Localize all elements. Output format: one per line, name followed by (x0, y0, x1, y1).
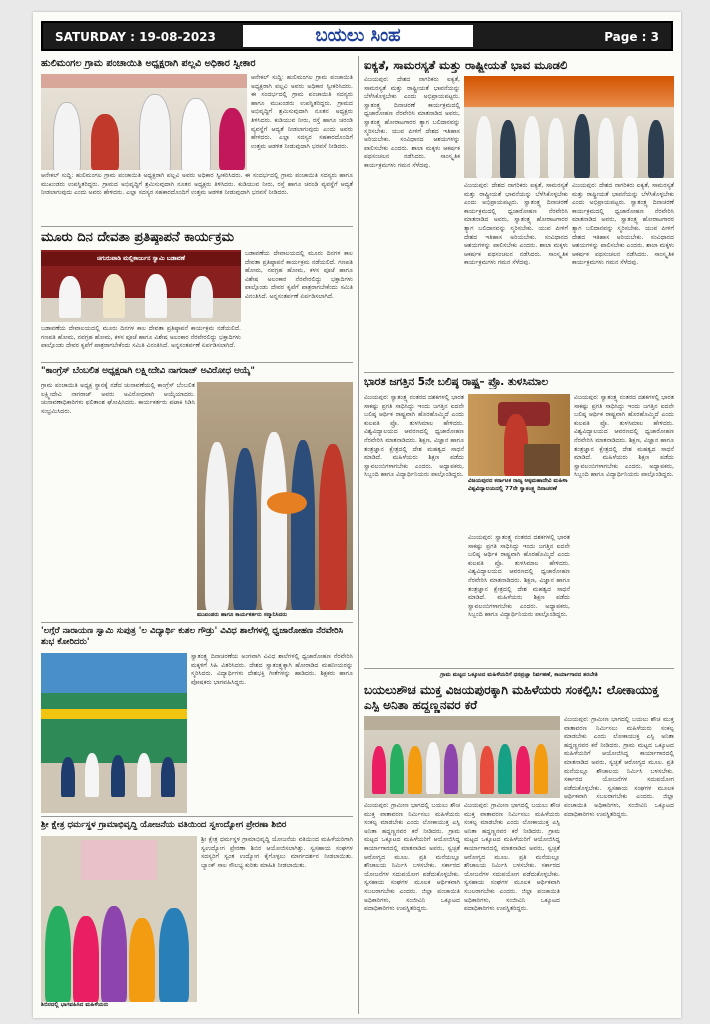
divider (41, 622, 353, 623)
article-2-body-col2: ಬಡಾವಣೆಯ ದೇವಾಲಯದಲ್ಲಿ ಮೂರು ದಿನಗಳ ಕಾಲ ದೇವತಾ ಪ್ರತಿಷ್ಠಾಪನೆ ಕಾರ್ಯಕ್ರಮ ನಡೆಯಲಿದೆ. ಗಣಪತಿ ಹೋಮ, ನವಗ್ರಹ ಹೋಮ, ಕಳಸ ಪೂಜೆ ಹಾಗೂ ವಿಶೇಷ ಅಲಂಕಾರ ನೆರವೇರಲಿದ್ದು ಭಕ್ತಾದಿಗಳು ಪಾಲ್ಗೊಂಡು ದೇವರ ಕೃಪೆಗೆ ಪಾತ್ರರಾಗಬೇಕೆಂದು ಸಮಿತಿ ವಿನಂತಿಸಿದೆ. ಅನ್ನಸಂತರ್ಪಣೆ ಏರ್ಪಡಿಸಲಾಗಿದೆ. (245, 250, 353, 300)
divider (364, 668, 674, 669)
divider (41, 226, 353, 227)
photo-article-2 (41, 250, 241, 322)
article-6-body-col2: ವಿಜಯಪುರ: ದೇಶದ ನಾಗರಿಕರು ಐಕ್ಯತೆ, ಸಾಮರಸ್ಯತೆ ಮತ್ತು ರಾಷ್ಟ್ರೀಯತೆ ಭಾವನೆಯನ್ನು ಬೆಳೆಸಿಕೊಳ್ಳಬೇಕು ಎಂದು ಅಭಿಪ್ರಾಯಪಟ್ಟರು. ಸ್ವಾತಂತ್ರ್ಯ ದಿನಾಚರಣೆ ಕಾರ್ಯಕ್ರಮದಲ್ಲಿ ಧ್ವಜಾರೋಹಣ ನೆರವೇರಿಸಿ ಮಾತನಾಡಿದ ಅವರು, ಸ್ವಾತಂತ್ರ್ಯ ಹೋರಾಟಗಾರರ ತ್ಯಾಗ ಬಲಿದಾನವನ್ನು ಸ್ಮರಿಸಬೇಕು. ಯುವ ಪೀಳಿಗೆ ದೇಶದ ಇತಿಹಾಸ ಅರಿಯಬೇಕು. ಸಂವಿಧಾನದ ಆಶಯಗಳನ್ನು ಪಾಲಿಸಬೇಕು ಎಂದರು. ಶಾಲಾ ಮಕ್ಕಳು ಆಕರ್ಷಕ ಪಥಸಂಚಲನ ನಡೆಸಿದರು. ಸಾಂಸ್ಕೃತಿಕ ಕಾರ್ಯಕ್ರಮಗಳು ಗಮನ ಸೆಳೆದವು. (464, 182, 568, 267)
headline-article-8: ಬಯಲುಶೌಚ ಮುಕ್ತ ವಿಜಯಪುರಕ್ಕಾಗಿ ಮಹಿಳೆಯರು ಸಂಕಲ್ಪಿಸಿ: ಲೋಕಾಯುಕ್ತ ಎಸ್ಪಿ ಅನಿತಾ ಹದ್ದಣ್ಣನವರ ಕರೆ (364, 683, 659, 712)
caption-article-5: ಶಿಬಿರದಲ್ಲಿ ಭಾಗವಹಿಸಿದ ಮಹಿಳೆಯರು (41, 1002, 109, 1008)
divider (41, 362, 353, 363)
kicker-article-8: ಗ್ರಾಮ ಮಟ್ಟದ ಒಕ್ಕೂಟದ ಮಹಿಳೆಯರಿಗೆ ಧನಪ್ರಜ್ಞಾ ನಿರ್ವಹಣೆ, ಕಾರ್ಯಾಗಾರದ ತರಬೇತಿ (440, 672, 598, 678)
article-4-body: ಸ್ವಾತಂತ್ರ್ಯ ದಿನಾಚರಣೆಯ ಅಂಗವಾಗಿ ವಿವಿಧ ಶಾಲೆಗಳಲ್ಲಿ ಧ್ವಜಾರೋಹಣ ನೆರವೇರಿಸಿ ಮಕ್ಕಳಿಗೆ ಸಿಹಿ ವಿತರಿಸಿದರು. ದೇಶದ ಸ್ವಾತಂತ್ರ್ಯಕ್ಕಾಗಿ ಹೋರಾಡಿದ ಮಹನೀಯರನ್ನು ಸ್ಮರಿಸಿದರು. ವಿದ್ಯಾರ್ಥಿಗಳು ದೇಶಭಕ್ತಿ ಗೀತೆಗಳನ್ನು ಹಾಡಿದರು. ಶಿಕ್ಷಕರು ಹಾಗೂ ಪೋಷಕರು ಭಾಗವಹಿಸಿದ್ದರು. (191, 653, 353, 686)
article-3-body: ಗ್ರಾಮ ಪಂಚಾಯಿತಿ ಅಧ್ಯಕ್ಷ ಸ್ಥಾನಕ್ಕೆ ನಡೆದ ಚುನಾವಣೆಯಲ್ಲಿ ಕಾಂಗ್ರೆಸ್ ಬೆಂಬಲಿತ ಲಕ್ಷ್ಮೀದೇವಿ ನಾಗರಾಜ್ ಅವರು ಅವಿರೋಧವಾಗಿ ಆಯ್ಕೆಯಾದರು. ಚುನಾವಣಾಧಿಕಾರಿಗಳು ಫಲಿತಾಂಶ ಘೋಷಿಸಿದರು. ಕಾರ್ಯಕರ್ತರು ಪಟಾಕಿ ಸಿಡಿಸಿ ಸಂಭ್ರಮಿಸಿದರು. (41, 382, 195, 415)
article-1-body: ಆನೇಕಲ್ ಸುದ್ದಿ: ಹುಲಿಮಂಗಲ ಗ್ರಾಮ ಪಂಚಾಯಿತಿ ಅಧ್ಯಕ್ಷರಾಗಿ ಪಲ್ಲವಿ ಅವರು ಅಧಿಕಾರ ಸ್ವೀಕರಿಸಿದರು. ಈ ಸಂದರ್ಭದಲ್ಲಿ ಗ್ರಾಮ ಪಂಚಾಯಿತಿ ಸದಸ್ಯರು ಹಾಗೂ ಮುಖಂಡರು ಉಪಸ್ಥಿತರಿದ್ದರು. ಗ್ರಾಮದ ಅಭಿವೃದ್ಧಿಗೆ ಶ್ರಮಿಸುವುದಾಗಿ ನೂತನ ಅಧ್ಯಕ್ಷರು ತಿಳಿಸಿದರು. ಕುಡಿಯುವ ನೀರು, ರಸ್ತೆ ಹಾಗೂ ಚರಂಡಿ ವ್ಯವಸ್ಥೆಗೆ ಆದ್ಯತೆ ನೀಡಲಾಗುವುದು ಎಂದು ಅವರು ಹೇಳಿದರು. ಎಲ್ಲಾ ಸದಸ್ಯರ ಸಹಕಾರದೊಂದಿಗೆ ಉತ್ತಮ ಆಡಳಿತ ನೀಡುವುದಾಗಿ ಭರವಸೆ ನೀಡಿದರು. (41, 172, 353, 197)
headline-article-6: ಐಕ್ಯತೆ, ಸಾಮರಸ್ಯತೆ ಮತ್ತು ರಾಷ್ಟ್ರೀಯತೆ ಭಾವ ಮೂಡಲಿ (364, 58, 568, 72)
article-2-body: ಬಡಾವಣೆಯ ದೇವಾಲಯದಲ್ಲಿ ಮೂರು ದಿನಗಳ ಕಾಲ ದೇವತಾ ಪ್ರತಿಷ್ಠಾಪನೆ ಕಾರ್ಯಕ್ರಮ ನಡೆಯಲಿದೆ. ಗಣಪತಿ ಹೋಮ, ನವಗ್ರಹ ಹೋಮ, ಕಳಸ ಪೂಜೆ ಹಾಗೂ ವಿಶೇಷ ಅಲಂಕಾರ ನೆರವೇರಲಿದ್ದು ಭಕ್ತಾದಿಗಳು ಪಾಲ್ಗೊಂಡು ದೇವರ ಕೃಪೆಗೆ ಪಾತ್ರರಾಗಬೇಕೆಂದು ಸಮಿತಿ ವಿನಂತಿಸಿದೆ. ಅನ್ನಸಂತರ್ಪಣೆ ಏರ್ಪಡಿಸಲಾಗಿದೆ. (41, 325, 241, 350)
headline-article-4: 'ಲಗ್ಗೆರೆ ನಾರಾಯಣ ಸ್ವಾಮಿ ಸುಪುತ್ರ 'ಲ ವಿದ್ಯಾರ್ಥಿ ಕುಶಲ ಗೌಡ್ರು' ವಿವಿಧ ಶಾಲೆಗಳಲ್ಲಿ ಧ್ವಜಾರೋಹಣ ನೆರವೇರಿಸಿ ಶುಭ ಕೋರಿದರು' (41, 626, 344, 647)
article-7-body-col3: ವಿಜಯಪುರ: ಸ್ವಾತಂತ್ರ್ಯ ನಂತರದ ದಶಕಗಳಲ್ಲಿ ಭಾರತ ಸಾಕಷ್ಟು ಪ್ರಗತಿ ಸಾಧಿಸಿದ್ದು ಇಂದು ಜಗತ್ತಿನ ಐದನೇ ಬಲಿಷ್ಠ ಆರ್ಥಿಕ ರಾಷ್ಟ್ರವಾಗಿ ಹೊರಹೊಮ್ಮಿದೆ ಎಂದು ಕುಲಪತಿ ಪ್ರೊ. ತುಳಸಿಮಾಲ ಹೇಳಿದರು. ವಿಶ್ವವಿದ್ಯಾಲಯದ ಆವರಣದಲ್ಲಿ ಧ್ವಜಾರೋಹಣ ನೆರವೇರಿಸಿ ಮಾತನಾಡಿದರು. ಶಿಕ್ಷಣ, ವಿಜ್ಞಾನ ಹಾಗೂ ತಂತ್ರಜ್ಞಾನ ಕ್ಷೇತ್ರದಲ್ಲಿ ದೇಶ ಮಹತ್ವದ ಸಾಧನೆ ಮಾಡಿದೆ. ಮಹಿಳೆಯರು ಶಿಕ್ಷಣ ಪಡೆದು ಸ್ವಾವಲಂಬಿಗಳಾಗಬೇಕು ಎಂದರು. ಅಧ್ಯಾಪಕರು, ಸಿಬ್ಬಂದಿ ಹಾಗೂ ವಿದ್ಯಾರ್ಥಿನಿಯರು ಪಾಲ್ಗೊಂಡಿದ್ದರು. (574, 394, 674, 479)
article-8-body-col3: ವಿಜಯಪುರ: ಗ್ರಾಮೀಣ ಭಾಗದಲ್ಲಿ ಬಯಲು ಶೌಚ ಮುಕ್ತ ವಾತಾವರಣ ನಿರ್ಮಿಸಲು ಮಹಿಳೆಯರು ಸಂಕಲ್ಪ ಮಾಡಬೇಕು ಎಂದು ಲೋಕಾಯುಕ್ತ ಎಸ್ಪಿ ಅನಿತಾ ಹದ್ದಣ್ಣನವರ ಕರೆ ನೀಡಿದರು. ಗ್ರಾಮ ಮಟ್ಟದ ಒಕ್ಕೂಟದ ಮಹಿಳೆಯರಿಗೆ ಆಯೋಜಿಸಿದ್ದ ಕಾರ್ಯಾಗಾರದಲ್ಲಿ ಮಾತನಾಡಿದ ಅವರು, ಸ್ವಚ್ಛತೆ ಆರೋಗ್ಯದ ಮೂಲ. ಪ್ರತಿ ಮನೆಯಲ್ಲೂ ಶೌಚಾಲಯ ನಿರ್ಮಿಸಿ ಬಳಸಬೇಕು. ಸರ್ಕಾರದ ಯೋಜನೆಗಳ ಸದುಪಯೋಗ ಪಡೆದುಕೊಳ್ಳಬೇಕು. ಸ್ವಸಹಾಯ ಸಂಘಗಳ ಮೂಲಕ ಆರ್ಥಿಕವಾಗಿ ಸಬಲರಾಗಬೇಕು ಎಂದರು. ಜಿಲ್ಲಾ ಪಂಚಾಯಿತಿ ಅಧಿಕಾರಿಗಳು, ಸಂಜೀವಿನಿ ಒಕ್ಕೂಟದ ಪದಾಧಿಕಾರಿಗಳು ಉಪಸ್ಥಿತರಿದ್ದರು. (564, 716, 674, 818)
event-banner: ಚಿಗುರುಪಾಡಿ ಮಲ್ಲಿಕಾರ್ಜುನ ಸ್ವಾಮಿ ಬಡಾವಣೆ (41, 252, 241, 266)
masthead (41, 21, 673, 51)
photo-article-3 (197, 382, 353, 610)
headline-article-2: ಮೂರು ದಿನ ದೇವತಾ ಪ್ರತಿಷ್ಠಾಪನೆ ಕಾರ್ಯಕ್ರಮ (41, 230, 235, 245)
divider (41, 816, 353, 817)
photo-article-1 (41, 74, 247, 170)
article-7-body-col2: ವಿಜಯಪುರ: ಸ್ವಾತಂತ್ರ್ಯ ನಂತರದ ದಶಕಗಳಲ್ಲಿ ಭಾರತ ಸಾಕಷ್ಟು ಪ್ರಗತಿ ಸಾಧಿಸಿದ್ದು ಇಂದು ಜಗತ್ತಿನ ಐದನೇ ಬಲಿಷ್ಠ ಆರ್ಥಿಕ ರಾಷ್ಟ್ರವಾಗಿ ಹೊರಹೊಮ್ಮಿದೆ ಎಂದು ಕುಲಪತಿ ಪ್ರೊ. ತುಳಸಿಮಾಲ ಹೇಳಿದರು. ವಿಶ್ವವಿದ್ಯಾಲಯದ ಆವರಣದಲ್ಲಿ ಧ್ವಜಾರೋಹಣ ನೆರವೇರಿಸಿ ಮಾತನಾಡಿದರು. ಶಿಕ್ಷಣ, ವಿಜ್ಞಾನ ಹಾಗೂ ತಂತ್ರಜ್ಞಾನ ಕ್ಷೇತ್ರದಲ್ಲಿ ದೇಶ ಮಹತ್ವದ ಸಾಧನೆ ಮಾಡಿದೆ. ಮಹಿಳೆಯರು ಶಿಕ್ಷಣ ಪಡೆದು ಸ್ವಾವಲಂಬಿಗಳಾಗಬೇಕು ಎಂದರು. ಅಧ್ಯಾಪಕರು, ಸಿಬ್ಬಂದಿ ಹಾಗೂ ವಿದ್ಯಾರ್ಥಿನಿಯರು ಪಾಲ್ಗೊಂಡಿದ್ದರು. (468, 534, 570, 619)
caption-article-3: ಮುಖಂಡರು ಹಾಗೂ ಕಾರ್ಯಕರ್ತರು ಸನ್ಮಾನಿಸಿದರು (197, 612, 287, 618)
page-number: Page : 3 (604, 30, 659, 44)
caption-article-7: ವಿಜಯಪುರದ ಕರ್ನಾಟಕ ರಾಜ್ಯ ಅಕ್ಕಮಹಾದೇವಿ ಮಹಿಳಾ ವಿಶ್ವವಿದ್ಯಾಲಯದಲ್ಲಿ 77ನೇ ಸ್ವಾತಂತ್ರ್ಯ ದಿನಾಚರಣೆ (468, 478, 568, 492)
photo-article-8 (364, 716, 560, 798)
issue-date: SATURDAY : 19-08-2023 (55, 30, 216, 44)
article-1-body-col2: ಆನೇಕಲ್ ಸುದ್ದಿ: ಹುಲಿಮಂಗಲ ಗ್ರಾಮ ಪಂಚಾಯಿತಿ ಅಧ್ಯಕ್ಷರಾಗಿ ಪಲ್ಲವಿ ಅವರು ಅಧಿಕಾರ ಸ್ವೀಕರಿಸಿದರು. ಈ ಸಂದರ್ಭದಲ್ಲಿ ಗ್ರಾಮ ಪಂಚಾಯಿತಿ ಸದಸ್ಯರು ಹಾಗೂ ಮುಖಂಡರು ಉಪಸ್ಥಿತರಿದ್ದರು. ಗ್ರಾಮದ ಅಭಿವೃದ್ಧಿಗೆ ಶ್ರಮಿಸುವುದಾಗಿ ನೂತನ ಅಧ್ಯಕ್ಷರು ತಿಳಿಸಿದರು. ಕುಡಿಯುವ ನೀರು, ರಸ್ತೆ ಹಾಗೂ ಚರಂಡಿ ವ್ಯವಸ್ಥೆಗೆ ಆದ್ಯತೆ ನೀಡಲಾಗುವುದು ಎಂದು ಅವರು ಹೇಳಿದರು. ಎಲ್ಲಾ ಸದಸ್ಯರ ಸಹಕಾರದೊಂದಿಗೆ ಉತ್ತಮ ಆಡಳಿತ ನೀಡುವುದಾಗಿ ಭರವಸೆ ನೀಡಿದರು. (251, 74, 353, 150)
article-8-body: ವಿಜಯಪುರ: ಗ್ರಾಮೀಣ ಭಾಗದಲ್ಲಿ ಬಯಲು ಶೌಚ ಮುಕ್ತ ವಾತಾವರಣ ನಿರ್ಮಿಸಲು ಮಹಿಳೆಯರು ಸಂಕಲ್ಪ ಮಾಡಬೇಕು ಎಂದು ಲೋಕಾಯುಕ್ತ ಎಸ್ಪಿ ಅನಿತಾ ಹದ್ದಣ್ಣನವರ ಕರೆ ನೀಡಿದರು. ಗ್ರಾಮ ಮಟ್ಟದ ಒಕ್ಕೂಟದ ಮಹಿಳೆಯರಿಗೆ ಆಯೋಜಿಸಿದ್ದ ಕಾರ್ಯಾಗಾರದಲ್ಲಿ ಮಾತನಾಡಿದ ಅವರು, ಸ್ವಚ್ಛತೆ ಆರೋಗ್ಯದ ಮೂಲ. ಪ್ರತಿ ಮನೆಯಲ್ಲೂ ಶೌಚಾಲಯ ನಿರ್ಮಿಸಿ ಬಳಸಬೇಕು. ಸರ್ಕಾರದ ಯೋಜನೆಗಳ ಸದುಪಯೋಗ ಪಡೆದುಕೊಳ್ಳಬೇಕು. ಸ್ವಸಹಾಯ ಸಂಘಗಳ ಮೂಲಕ ಆರ್ಥಿಕವಾಗಿ ಸಬಲರಾಗಬೇಕು ಎಂದರು. ಜಿಲ್ಲಾ ಪಂಚಾಯಿತಿ ಅಧಿಕಾರಿಗಳು, ಸಂಜೀವಿನಿ ಒಕ್ಕೂಟದ ಪದಾಧಿಕಾರಿಗಳು ಉಪಸ್ಥಿತರಿದ್ದರು. (364, 802, 460, 913)
article-5-body: ಶ್ರೀ ಕ್ಷೇತ್ರ ಧರ್ಮಸ್ಥಳ ಗ್ರಾಮಾಭಿವೃದ್ಧಿ ಯೋಜನೆಯ ವತಿಯಿಂದ ಮಹಿಳೆಯರಿಗಾಗಿ ಸ್ವಉದ್ಯೋಗ ಪ್ರೇರಣಾ ಶಿಬಿರ ಆಯೋಜಿಸಲಾಗಿತ್ತು. ಸ್ವಸಹಾಯ ಸಂಘಗಳ ಸದಸ್ಯರಿಗೆ ಸ್ವಂತ ಉದ್ಯೋಗ ಕೈಗೊಳ್ಳಲು ಮಾರ್ಗದರ್ಶನ ನೀಡಲಾಯಿತು. ಬ್ಯಾಂಕ್ ಸಾಲ ಸೌಲಭ್ಯ ಕುರಿತು ಮಾಹಿತಿ ನೀಡಲಾಯಿತು. (201, 836, 353, 869)
photo-article-4 (41, 653, 187, 813)
article-6-body-col3: ವಿಜಯಪುರ: ದೇಶದ ನಾಗರಿಕರು ಐಕ್ಯತೆ, ಸಾಮರಸ್ಯತೆ ಮತ್ತು ರಾಷ್ಟ್ರೀಯತೆ ಭಾವನೆಯನ್ನು ಬೆಳೆಸಿಕೊಳ್ಳಬೇಕು ಎಂದು ಅಭಿಪ್ರಾಯಪಟ್ಟರು. ಸ್ವಾತಂತ್ರ್ಯ ದಿನಾಚರಣೆ ಕಾರ್ಯಕ್ರಮದಲ್ಲಿ ಧ್ವಜಾರೋಹಣ ನೆರವೇರಿಸಿ ಮಾತನಾಡಿದ ಅವರು, ಸ್ವಾತಂತ್ರ್ಯ ಹೋರಾಟಗಾರರ ತ್ಯಾಗ ಬಲಿದಾನವನ್ನು ಸ್ಮರಿಸಬೇಕು. ಯುವ ಪೀಳಿಗೆ ದೇಶದ ಇತಿಹಾಸ ಅರಿಯಬೇಕು. ಸಂವಿಧಾನದ ಆಶಯಗಳನ್ನು ಪಾಲಿಸಬೇಕು ಎಂದರು. ಶಾಲಾ ಮಕ್ಕಳು ಆಕರ್ಷಕ ಪಥಸಂಚಲನ ನಡೆಸಿದರು. ಸಾಂಸ್ಕೃತಿಕ ಕಾರ್ಯಕ್ರಮಗಳು ಗಮನ ಸೆಳೆದವು. (572, 182, 674, 267)
divider (364, 372, 674, 373)
article-6-body: ವಿಜಯಪುರ: ದೇಶದ ನಾಗರಿಕರು ಐಕ್ಯತೆ, ಸಾಮರಸ್ಯತೆ ಮತ್ತು ರಾಷ್ಟ್ರೀಯತೆ ಭಾವನೆಯನ್ನು ಬೆಳೆಸಿಕೊಳ್ಳಬೇಕು ಎಂದು ಅಭಿಪ್ರಾಯಪಟ್ಟರು. ಸ್ವಾತಂತ್ರ್ಯ ದಿನಾಚರಣೆ ಕಾರ್ಯಕ್ರಮದಲ್ಲಿ ಧ್ವಜಾರೋಹಣ ನೆರವೇರಿಸಿ ಮಾತನಾಡಿದ ಅವರು, ಸ್ವಾತಂತ್ರ್ಯ ಹೋರಾಟಗಾರರ ತ್ಯಾಗ ಬಲಿದಾನವನ್ನು ಸ್ಮರಿಸಬೇಕು. ಯುವ ಪೀಳಿಗೆ ದೇಶದ ಇತಿಹಾಸ ಅರಿಯಬೇಕು. ಸಂವಿಧಾನದ ಆಶಯಗಳನ್ನು ಪಾಲಿಸಬೇಕು ಎಂದರು. ಶಾಲಾ ಮಕ್ಕಳು ಆಕರ್ಷಕ ಪಥಸಂಚಲನ ನಡೆಸಿದರು. ಸಾಂಸ್ಕೃತಿಕ ಕಾರ್ಯಕ್ರಮಗಳು ಗಮನ ಸೆಳೆದವು. (364, 76, 460, 169)
newspaper-title: ಬಯಲು ಸಿಂಹ (243, 25, 473, 47)
headline-article-1: ಹುಲಿಮಂಗಲ ಗ್ರಾಮ ಪಂಚಾಯಿತಿ ಅಧ್ಯಕ್ಷರಾಗಿ ಪಲ್ಲವಿ ಅಧಿಕಾರ ಸ್ವೀಕಾರ (41, 58, 256, 69)
photo-article-5 (41, 836, 197, 1002)
headline-article-3: "ಕಾಂಗ್ರೆಸ್ ಬೆಂಬಲಿತ ಅಧ್ಯಕ್ಷರಾಗಿ ಲಕ್ಷ್ಮೀದೇವಿ ನಾಗರಾಜ್ ಅವಿರೋಧ ಆಯ್ಕೆ" (41, 366, 255, 376)
article-8-body-col2: ವಿಜಯಪುರ: ಗ್ರಾಮೀಣ ಭಾಗದಲ್ಲಿ ಬಯಲು ಶೌಚ ಮುಕ್ತ ವಾತಾವರಣ ನಿರ್ಮಿಸಲು ಮಹಿಳೆಯರು ಸಂಕಲ್ಪ ಮಾಡಬೇಕು ಎಂದು ಲೋಕಾಯುಕ್ತ ಎಸ್ಪಿ ಅನಿತಾ ಹದ್ದಣ್ಣನವರ ಕರೆ ನೀಡಿದರು. ಗ್ರಾಮ ಮಟ್ಟದ ಒಕ್ಕೂಟದ ಮಹಿಳೆಯರಿಗೆ ಆಯೋಜಿಸಿದ್ದ ಕಾರ್ಯಾಗಾರದಲ್ಲಿ ಮಾತನಾಡಿದ ಅವರು, ಸ್ವಚ್ಛತೆ ಆರೋಗ್ಯದ ಮೂಲ. ಪ್ರತಿ ಮನೆಯಲ್ಲೂ ಶೌಚಾಲಯ ನಿರ್ಮಿಸಿ ಬಳಸಬೇಕು. ಸರ್ಕಾರದ ಯೋಜನೆಗಳ ಸದುಪಯೋಗ ಪಡೆದುಕೊಳ್ಳಬೇಕು. ಸ್ವಸಹಾಯ ಸಂಘಗಳ ಮೂಲಕ ಆರ್ಥಿಕವಾಗಿ ಸಬಲರಾಗಬೇಕು ಎಂದರು. ಜಿಲ್ಲಾ ಪಂಚಾಯಿತಿ ಅಧಿಕಾರಿಗಳು, ಸಂಜೀವಿನಿ ಒಕ್ಕೂಟದ ಪದಾಧಿಕಾರಿಗಳು ಉಪಸ್ಥಿತರಿದ್ದರು. (464, 802, 560, 913)
column-divider (358, 56, 359, 1014)
headline-article-5: ಶ್ರೀ ಕ್ಷೇತ್ರ ಧರ್ಮಸ್ಥಳ ಗ್ರಾಮಾಭಿವೃದ್ಧಿ ಯೋಜನೆಯ ವತಿಯಿಂದ ಸ್ವಉದ್ಯೋಗ ಪ್ರೇರಣಾ ಶಿಬಿರ (41, 820, 287, 830)
photo-article-6 (464, 76, 674, 178)
headline-article-7: ಭಾರತ ಜಗತ್ತಿನ 5ನೇ ಬಲಿಷ್ಠ ರಾಷ್ಟ್ರ– ಪ್ರೊ. ತುಳಸಿಮಾಲ (364, 376, 549, 388)
photo-article-7 (468, 394, 570, 476)
newspaper-page (33, 12, 681, 1018)
article-7-body: ವಿಜಯಪುರ: ಸ್ವಾತಂತ್ರ್ಯ ನಂತರದ ದಶಕಗಳಲ್ಲಿ ಭಾರತ ಸಾಕಷ್ಟು ಪ್ರಗತಿ ಸಾಧಿಸಿದ್ದು ಇಂದು ಜಗತ್ತಿನ ಐದನೇ ಬಲಿಷ್ಠ ಆರ್ಥಿಕ ರಾಷ್ಟ್ರವಾಗಿ ಹೊರಹೊಮ್ಮಿದೆ ಎಂದು ಕುಲಪತಿ ಪ್ರೊ. ತುಳಸಿಮಾಲ ಹೇಳಿದರು. ವಿಶ್ವವಿದ್ಯಾಲಯದ ಆವರಣದಲ್ಲಿ ಧ್ವಜಾರೋಹಣ ನೆರವೇರಿಸಿ ಮಾತನಾಡಿದರು. ಶಿಕ್ಷಣ, ವಿಜ್ಞಾನ ಹಾಗೂ ತಂತ್ರಜ್ಞಾನ ಕ್ಷೇತ್ರದಲ್ಲಿ ದೇಶ ಮಹತ್ವದ ಸಾಧನೆ ಮಾಡಿದೆ. ಮಹಿಳೆಯರು ಶಿಕ್ಷಣ ಪಡೆದು ಸ್ವಾವಲಂಬಿಗಳಾಗಬೇಕು ಎಂದರು. ಅಧ್ಯಾಪಕರು, ಸಿಬ್ಬಂದಿ ಹಾಗೂ ವಿದ್ಯಾರ್ಥಿನಿಯರು ಪಾಲ್ಗೊಂಡಿದ್ದರು. (364, 394, 464, 479)
